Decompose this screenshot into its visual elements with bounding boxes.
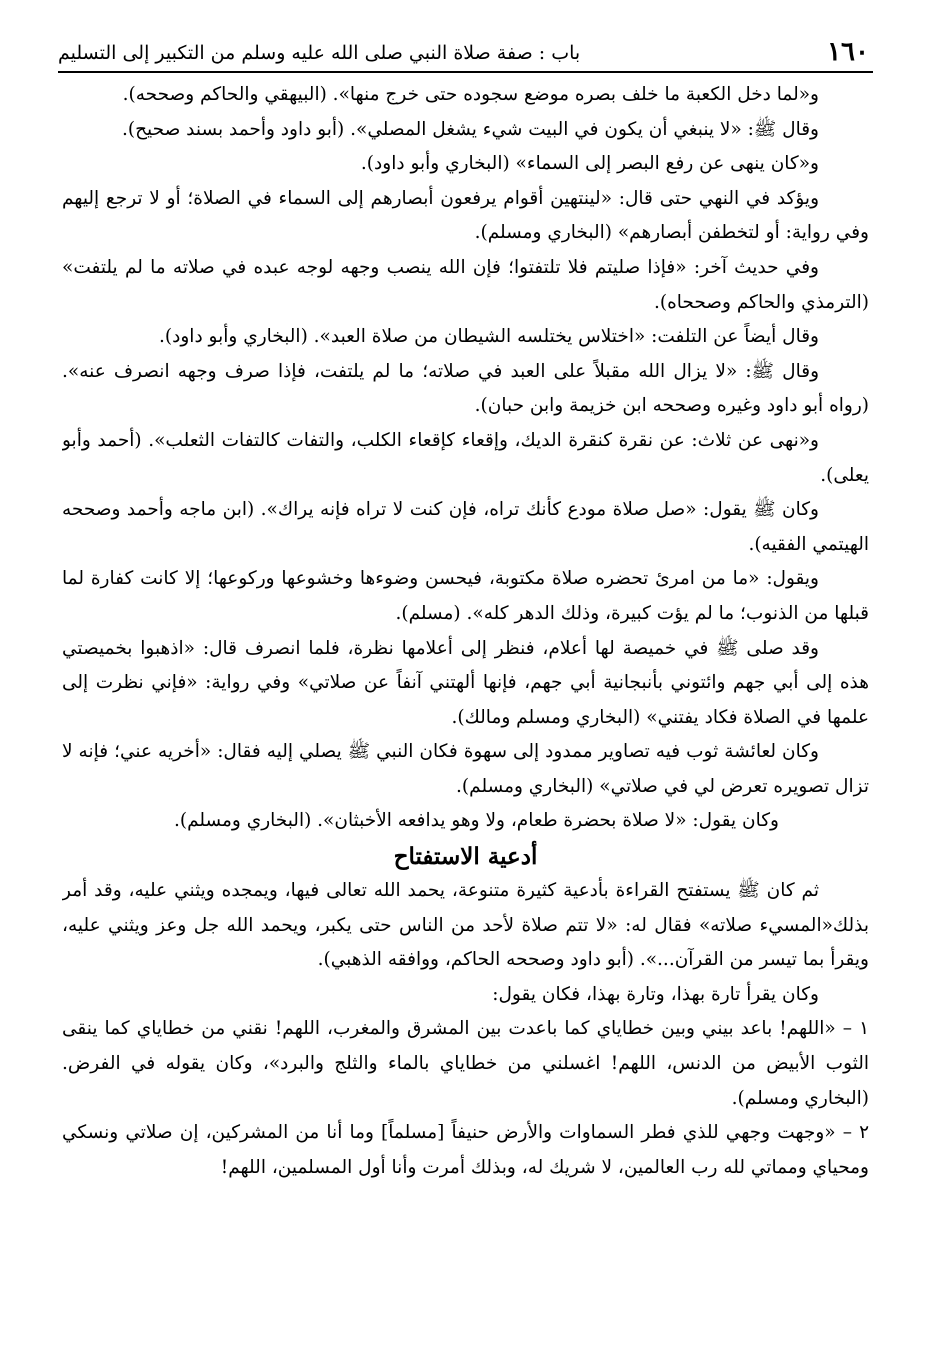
paragraph: وكان يقرأ تارة بهذا، وتارة بهذا، فكان يقول:: [492, 983, 819, 1005]
page-number: ١٦٠: [827, 37, 869, 67]
page-body: [62, 78, 869, 1344]
paragraph: وقد صلى ﷺ في خميصة لها أعلام، فنظر إلى أعلامها نظرة، فلما انصرف قال: «اذهبوا بخميصتي هذه إلى أبي جهم وائتوني بأنبجانية أبي جهم، فإنها ألهتني آنفاً عن صلاتي» وفي رواية: «فإني نظرت إلى علمها في الصلاة فكاد يفتني» (البخاري ومسلم ومالك).: [62, 637, 869, 728]
paragraph: و«لما دخل الكعبة ما خلف بصره موضع سجوده حتى خرج منها». (البيهقي والحاكم وصححه).: [122, 84, 819, 105]
paragraph: ١ – «اللهم! باعد بيني وبين خطاياي كما باعدت بين المشرق والمغرب، اللهم! نقني من خطاياي كما ينقى الثوب الأبيض من الدنس، اللهم! اغسلني من خطاياي بالماء والثلج والبرد»، وكان يقوله في الفرض. (البخاري ومسلم).: [62, 1018, 869, 1109]
paragraph: ثم كان ﷺ يستفتح القراءة بأدعية كثيرة متنوعة، يحمد الله تعالى فيها، ويمجده ويثني عليه، وقد أمر بذلك«المسيء صلاته» فقال له: «لا تتم صلاة لأحد من الناس حتى يكبر، ويحمد الله جل وعز ويثني عليه، ويقرأ بما تيسر من القرآن...». (أبو داود وصححه الحاكم، ووافقه الذهبي).: [62, 880, 869, 971]
paragraph: ويؤكد في النهي حتى قال: «لينتهين أقوام يرفعون أبصارهم إلى السماء في الصلاة؛ أو لا ترجع إليهم وفي رواية: أو لتخطفن أبصارهم» (البخاري ومسلم).: [62, 187, 869, 244]
section-heading: أدعية الاستفتاح: [393, 843, 538, 871]
paragraph: وكان ﷺ يقول: «صل صلاة مودع كأنك تراه، فإن كنت لا تراه فإنه يراك». (ابن ماجه وأحمد وصححه الهيتمي الفقيه).: [62, 499, 869, 555]
running-title: باب : صفة صلاة النبي صلى الله عليه وسلم من التكبير إلى التسليم: [58, 42, 581, 64]
paragraph: وقال ﷺ: «لا ينبغي أن يكون في البيت شيء يشغل المصلي». (أبو داود وأحمد بسند صحيح).: [122, 118, 819, 140]
paragraph: و«نهى عن ثلاث: عن نقرة كنقرة الديك، وإقعاء كإقعاء الكلب، والتفات كالتفات الثعلب». (أحمد وأبو يعلى).: [62, 429, 869, 486]
paragraph: و«كان ينهى عن رفع البصر إلى السماء» (البخاري وأبو داود).: [360, 153, 819, 175]
page-header: [58, 30, 869, 68]
paragraph: وقال ﷺ: «لا يزال الله مقبلاً على العبد في صلاته؛ ما لم يلتفت، فإذا صرف وجهه انصرف عنه». (رواه أبو داود وغيره وصححه ابن خزيمة وابن حبان).: [62, 360, 869, 417]
paragraph: وكان لعائشة ثوب فيه تصاوير ممدود إلى سهوة فكان النبي ﷺ يصلي إليه فقال: «أخريه عني؛ فإنه لا تزال تصويره تعرض لي في صلاتي» (البخاري ومسلم).: [62, 741, 869, 797]
paragraph: وفي حديث آخر: «فإذا صليتم فلا تلتفتوا؛ فإن الله ينصب وجهه لوجه عبده في صلاته ما لم يلتفت» (الترمذي والحاكم وصححاه).: [62, 256, 869, 313]
paragraph: وكان يقول: «لا صلاة بحضرة طعام، ولا وهو يدافعه الأخبثان». (البخاري ومسلم).: [173, 810, 779, 832]
header-divider: [58, 71, 873, 73]
paragraph: ويقول: «ما من امرئ تحضره صلاة مكتوبة، فيحسن وضوءها وخشوعها وركوعها؛ إلا كانت كفارة لما قبلها من الذنوب؛ ما لم يؤت كبيرة، وذلك الدهر كله». (مسلم).: [62, 568, 869, 624]
paragraph: وقال أيضاً عن التلفت: «اختلاس يختلسه الشيطان من صلاة العبد». (البخاري وأبو داود).: [159, 326, 819, 348]
paragraph: ٢ – «وجهت وجهي للذي فطر السماوات والأرض حنيفاً [مسلماً] وما أنا من المشركين، إن صلاتي ونسكي ومحياي ومماتي لله رب العالمين، لا شريك له، وبذلك أمرت وأنا أول المسلمين، اللهم!: [62, 1122, 869, 1178]
